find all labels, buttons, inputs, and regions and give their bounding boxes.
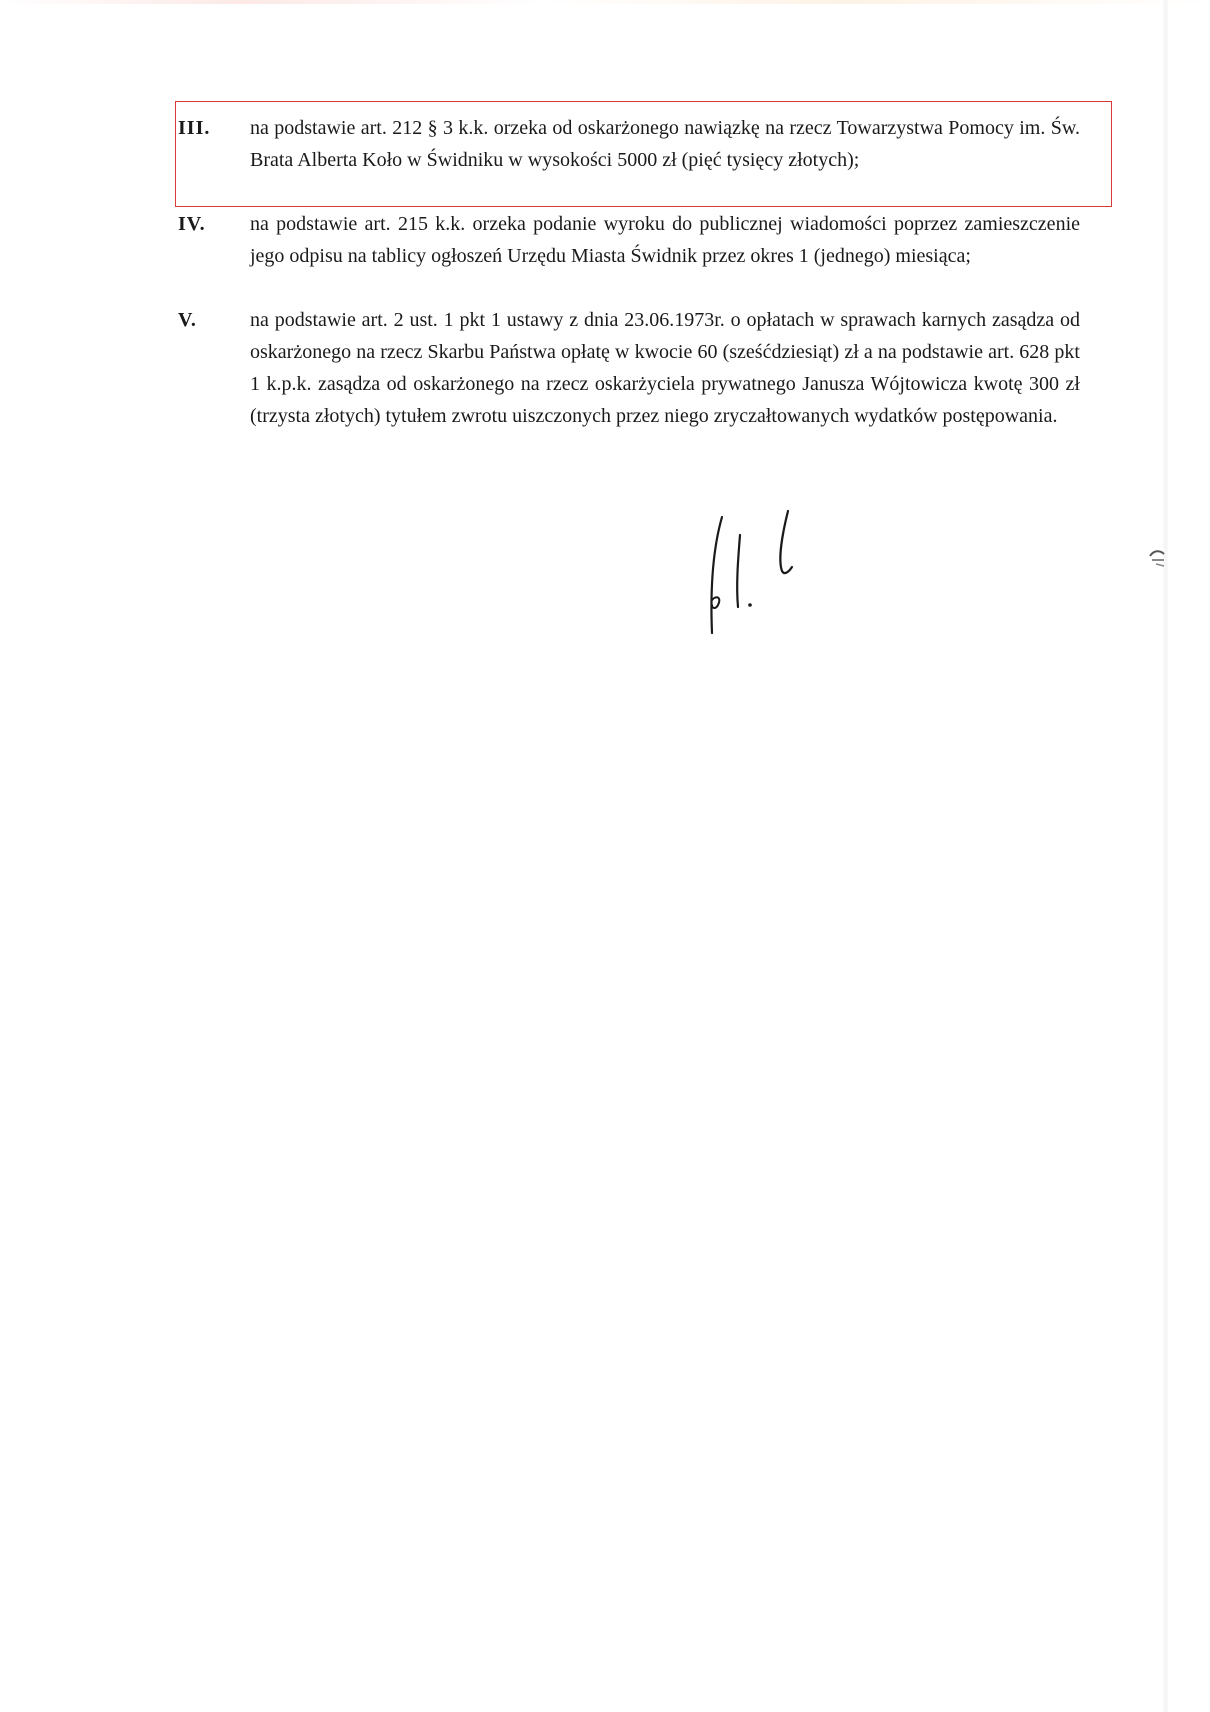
clause-v <box>178 304 1080 432</box>
clause-text: na podstawie art. 212 § 3 k.k. orzeka od oskarżonego nawiązkę na rzecz Towarzystwa Pomocy im. Św. Brata Alberta Koło w Świdniku w wysokości 5000 zł (pięć tysięcy złotych); <box>250 117 1080 171</box>
scan-top-strip <box>0 0 1210 4</box>
clause-text: na podstawie art. 2 ust. 1 pkt 1 ustawy z dnia 23.06.1973r. o opłatach w sprawach karnych zasądza od oskarżonego na rzecz Skarbu Państwa opłatę w kwocie 60 (sześćdziesiąt) zł a na podstawie art. 628 pkt 1 k.p.k. zasądza od oskarżonego na rzecz oskarżyciela prywatnego Janusza Wójtowicza kwotę 300 zł (trzysta złotych) tytułem zwrotu uiszczonych przez niego zryczałtowanych wydatków postępowania. <box>250 309 1080 427</box>
handwritten-signature-icon <box>700 505 810 645</box>
clause-number: III. <box>178 117 211 139</box>
clause-number: V. <box>178 309 197 331</box>
clause-number: IV. <box>178 213 206 235</box>
clause-text: na podstawie art. 215 k.k. orzeka podanie wyroku do publicznej wiadomości poprzez zamieszczenie jego odpisu na tablicy ogłoszeń Urzędu Miasta Świdnik przez okres 1 (jednego) miesiąca; <box>250 213 1080 267</box>
scan-edge-mark-icon <box>1148 548 1166 570</box>
clause-iv <box>178 208 1080 304</box>
judgment-clauses <box>0 112 1210 432</box>
clause-iii <box>178 112 1080 208</box>
